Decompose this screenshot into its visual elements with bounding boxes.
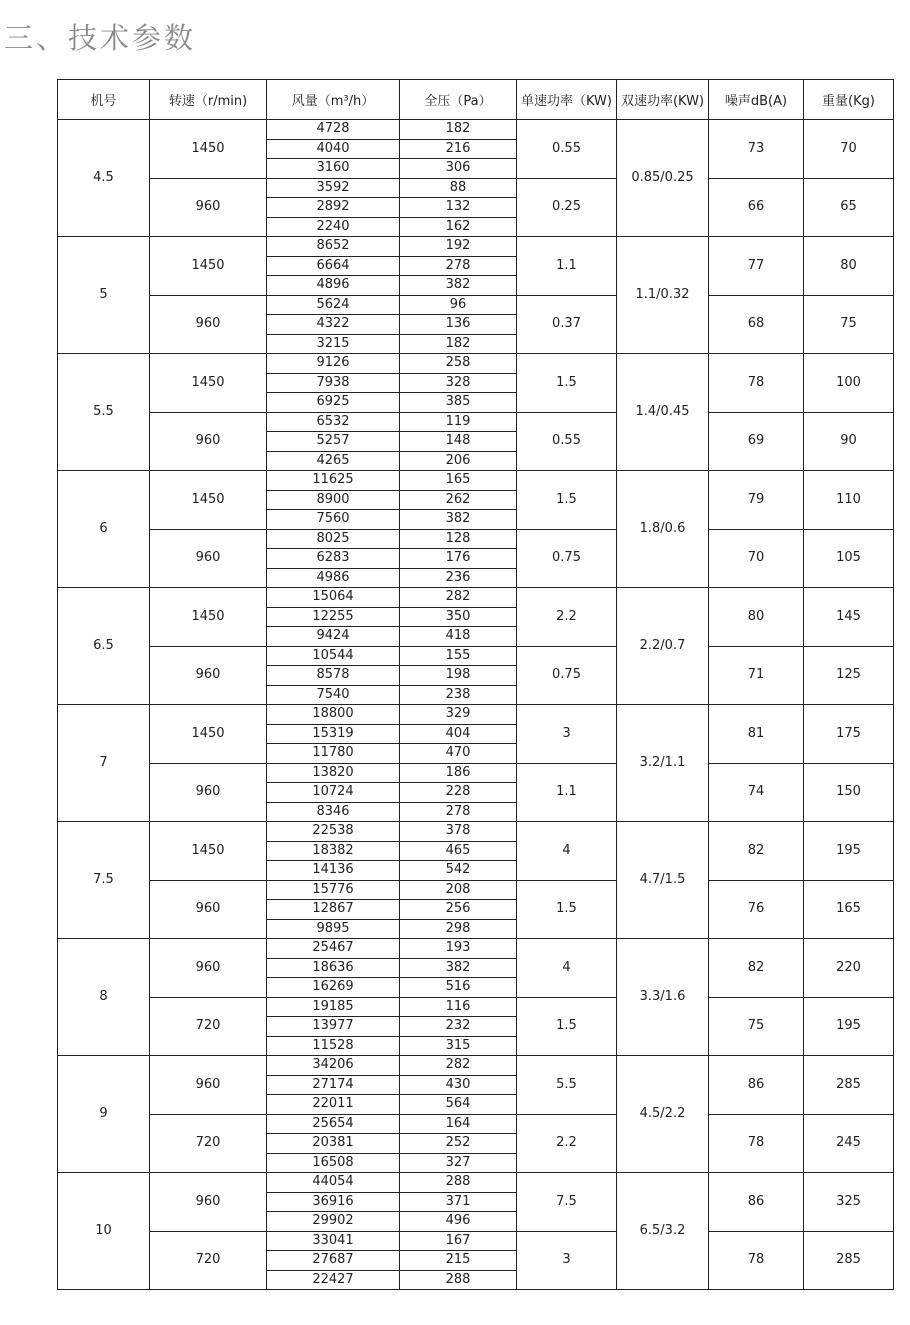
pressure-cell: 182 bbox=[400, 334, 517, 354]
pressure-cell: 252 bbox=[400, 1134, 517, 1154]
airflow-cell: 8025 bbox=[267, 529, 400, 549]
airflow-cell: 18636 bbox=[267, 958, 400, 978]
noise-cell: 75 bbox=[709, 997, 804, 1056]
table-row bbox=[58, 1173, 894, 1193]
pressure-cell: 148 bbox=[400, 432, 517, 452]
weight-cell: 150 bbox=[804, 763, 894, 822]
airflow-cell: 15064 bbox=[267, 588, 400, 608]
airflow-cell: 2892 bbox=[267, 198, 400, 218]
pressure-cell: 371 bbox=[400, 1192, 517, 1212]
single-power-cell: 5.5 bbox=[517, 1056, 617, 1115]
table-row bbox=[58, 237, 894, 257]
single-power-cell: 1.1 bbox=[517, 763, 617, 822]
airflow-cell: 11528 bbox=[267, 1036, 400, 1056]
pressure-cell: 216 bbox=[400, 139, 517, 159]
header-single-power: 单速功率（KW) bbox=[517, 80, 617, 120]
airflow-cell: 36916 bbox=[267, 1192, 400, 1212]
pressure-cell: 193 bbox=[400, 939, 517, 959]
pressure-cell: 192 bbox=[400, 237, 517, 257]
dual-power-cell: 2.2/0.7 bbox=[617, 588, 709, 705]
airflow-cell: 16269 bbox=[267, 978, 400, 998]
airflow-cell: 10724 bbox=[267, 783, 400, 803]
speed-cell: 1450 bbox=[150, 705, 267, 764]
noise-cell: 81 bbox=[709, 705, 804, 764]
noise-cell: 78 bbox=[709, 1231, 804, 1290]
pressure-cell: 282 bbox=[400, 1056, 517, 1076]
airflow-cell: 9424 bbox=[267, 627, 400, 647]
airflow-cell: 6283 bbox=[267, 549, 400, 569]
table-row bbox=[58, 120, 894, 140]
pressure-cell: 155 bbox=[400, 646, 517, 666]
airflow-cell: 18800 bbox=[267, 705, 400, 725]
noise-cell: 78 bbox=[709, 354, 804, 413]
pressure-cell: 128 bbox=[400, 529, 517, 549]
airflow-cell: 34206 bbox=[267, 1056, 400, 1076]
pressure-cell: 470 bbox=[400, 744, 517, 764]
pressure-cell: 418 bbox=[400, 627, 517, 647]
table-row bbox=[58, 1231, 894, 1251]
speed-cell: 960 bbox=[150, 939, 267, 998]
single-power-cell: 2.2 bbox=[517, 588, 617, 647]
pressure-cell: 404 bbox=[400, 724, 517, 744]
weight-cell: 125 bbox=[804, 646, 894, 705]
model-number-cell: 5 bbox=[58, 237, 150, 354]
pressure-cell: 258 bbox=[400, 354, 517, 374]
speed-cell: 720 bbox=[150, 1114, 267, 1173]
weight-cell: 75 bbox=[804, 295, 894, 354]
dual-power-cell: 1.4/0.45 bbox=[617, 354, 709, 471]
pressure-cell: 378 bbox=[400, 822, 517, 842]
dual-power-cell: 1.1/0.32 bbox=[617, 237, 709, 354]
pressure-cell: 176 bbox=[400, 549, 517, 569]
pressure-cell: 496 bbox=[400, 1212, 517, 1232]
airflow-cell: 25654 bbox=[267, 1114, 400, 1134]
pressure-cell: 382 bbox=[400, 958, 517, 978]
speed-cell: 960 bbox=[150, 412, 267, 471]
noise-cell: 80 bbox=[709, 588, 804, 647]
dual-power-cell: 0.85/0.25 bbox=[617, 120, 709, 237]
pressure-cell: 278 bbox=[400, 256, 517, 276]
weight-cell: 220 bbox=[804, 939, 894, 998]
speed-cell: 1450 bbox=[150, 471, 267, 530]
noise-cell: 82 bbox=[709, 939, 804, 998]
airflow-cell: 5257 bbox=[267, 432, 400, 452]
pressure-cell: 88 bbox=[400, 178, 517, 198]
airflow-cell: 27687 bbox=[267, 1251, 400, 1271]
speed-cell: 1450 bbox=[150, 354, 267, 413]
airflow-cell: 20381 bbox=[267, 1134, 400, 1154]
noise-cell: 74 bbox=[709, 763, 804, 822]
pressure-cell: 132 bbox=[400, 198, 517, 218]
single-power-cell: 2.2 bbox=[517, 1114, 617, 1173]
single-power-cell: 0.25 bbox=[517, 178, 617, 237]
single-power-cell: 0.75 bbox=[517, 529, 617, 588]
pressure-cell: 382 bbox=[400, 510, 517, 530]
table-row bbox=[58, 763, 894, 783]
table-row bbox=[58, 295, 894, 315]
airflow-cell: 4986 bbox=[267, 568, 400, 588]
airflow-cell: 11625 bbox=[267, 471, 400, 491]
header-model-no: 机号 bbox=[58, 80, 150, 120]
single-power-cell: 4 bbox=[517, 822, 617, 881]
pressure-cell: 167 bbox=[400, 1231, 517, 1251]
weight-cell: 175 bbox=[804, 705, 894, 764]
table-row bbox=[58, 646, 894, 666]
weight-cell: 90 bbox=[804, 412, 894, 471]
airflow-cell: 12867 bbox=[267, 900, 400, 920]
pressure-cell: 430 bbox=[400, 1075, 517, 1095]
header-pressure: 全压（Pa） bbox=[400, 80, 517, 120]
speed-cell: 1450 bbox=[150, 822, 267, 881]
pressure-cell: 306 bbox=[400, 159, 517, 179]
speed-cell: 960 bbox=[150, 763, 267, 822]
pressure-cell: 256 bbox=[400, 900, 517, 920]
pressure-cell: 282 bbox=[400, 588, 517, 608]
header-airflow: 风量（m³/h） bbox=[267, 80, 400, 120]
speed-cell: 960 bbox=[150, 1056, 267, 1115]
dual-power-cell: 4.5/2.2 bbox=[617, 1056, 709, 1173]
weight-cell: 145 bbox=[804, 588, 894, 647]
weight-cell: 165 bbox=[804, 880, 894, 939]
pressure-cell: 215 bbox=[400, 1251, 517, 1271]
table-row bbox=[58, 354, 894, 374]
model-number-cell: 4.5 bbox=[58, 120, 150, 237]
noise-cell: 82 bbox=[709, 822, 804, 881]
single-power-cell: 1.5 bbox=[517, 880, 617, 939]
weight-cell: 195 bbox=[804, 822, 894, 881]
single-power-cell: 1.5 bbox=[517, 997, 617, 1056]
weight-cell: 100 bbox=[804, 354, 894, 413]
noise-cell: 79 bbox=[709, 471, 804, 530]
pressure-cell: 262 bbox=[400, 490, 517, 510]
table-row bbox=[58, 588, 894, 608]
airflow-cell: 9895 bbox=[267, 919, 400, 939]
airflow-cell: 4265 bbox=[267, 451, 400, 471]
model-number-cell: 7 bbox=[58, 705, 150, 822]
dual-power-cell: 3.3/1.6 bbox=[617, 939, 709, 1056]
weight-cell: 80 bbox=[804, 237, 894, 296]
table-row bbox=[58, 529, 894, 549]
single-power-cell: 3 bbox=[517, 705, 617, 764]
pressure-cell: 465 bbox=[400, 841, 517, 861]
pressure-cell: 136 bbox=[400, 315, 517, 335]
pressure-cell: 329 bbox=[400, 705, 517, 725]
airflow-cell: 8346 bbox=[267, 802, 400, 822]
pressure-cell: 327 bbox=[400, 1153, 517, 1173]
airflow-cell: 16508 bbox=[267, 1153, 400, 1173]
airflow-cell: 14136 bbox=[267, 861, 400, 881]
speed-cell: 960 bbox=[150, 529, 267, 588]
airflow-cell: 6532 bbox=[267, 412, 400, 432]
spec-table bbox=[57, 79, 894, 1290]
airflow-cell: 10544 bbox=[267, 646, 400, 666]
noise-cell: 86 bbox=[709, 1056, 804, 1115]
airflow-cell: 15776 bbox=[267, 880, 400, 900]
speed-cell: 960 bbox=[150, 295, 267, 354]
header-noise: 噪声dB(A) bbox=[709, 80, 804, 120]
noise-cell: 66 bbox=[709, 178, 804, 237]
table-row bbox=[58, 880, 894, 900]
model-number-cell: 6 bbox=[58, 471, 150, 588]
airflow-cell: 22538 bbox=[267, 822, 400, 842]
airflow-cell: 8900 bbox=[267, 490, 400, 510]
weight-cell: 285 bbox=[804, 1231, 894, 1290]
airflow-cell: 44054 bbox=[267, 1173, 400, 1193]
airflow-cell: 4896 bbox=[267, 276, 400, 296]
pressure-cell: 228 bbox=[400, 783, 517, 803]
speed-cell: 1450 bbox=[150, 120, 267, 179]
pressure-cell: 116 bbox=[400, 997, 517, 1017]
noise-cell: 86 bbox=[709, 1173, 804, 1232]
pressure-cell: 238 bbox=[400, 685, 517, 705]
airflow-cell: 4322 bbox=[267, 315, 400, 335]
table-row bbox=[58, 1114, 894, 1134]
pressure-cell: 564 bbox=[400, 1095, 517, 1115]
weight-cell: 105 bbox=[804, 529, 894, 588]
pressure-cell: 198 bbox=[400, 666, 517, 686]
airflow-cell: 19185 bbox=[267, 997, 400, 1017]
airflow-cell: 15319 bbox=[267, 724, 400, 744]
dual-power-cell: 1.8/0.6 bbox=[617, 471, 709, 588]
airflow-cell: 4728 bbox=[267, 120, 400, 140]
airflow-cell: 13820 bbox=[267, 763, 400, 783]
speed-cell: 960 bbox=[150, 880, 267, 939]
airflow-cell: 4040 bbox=[267, 139, 400, 159]
model-number-cell: 5.5 bbox=[58, 354, 150, 471]
model-number-cell: 8 bbox=[58, 939, 150, 1056]
weight-cell: 195 bbox=[804, 997, 894, 1056]
airflow-cell: 3215 bbox=[267, 334, 400, 354]
table-row bbox=[58, 705, 894, 725]
airflow-cell: 7540 bbox=[267, 685, 400, 705]
airflow-cell: 9126 bbox=[267, 354, 400, 374]
pressure-cell: 206 bbox=[400, 451, 517, 471]
pressure-cell: 164 bbox=[400, 1114, 517, 1134]
single-power-cell: 7.5 bbox=[517, 1173, 617, 1232]
table-row bbox=[58, 178, 894, 198]
dual-power-cell: 6.5/3.2 bbox=[617, 1173, 709, 1290]
airflow-cell: 7938 bbox=[267, 373, 400, 393]
model-number-cell: 7.5 bbox=[58, 822, 150, 939]
header-row bbox=[58, 80, 894, 120]
header-speed: 转速（r/min) bbox=[150, 80, 267, 120]
dual-power-cell: 4.7/1.5 bbox=[617, 822, 709, 939]
airflow-cell: 3592 bbox=[267, 178, 400, 198]
table-row bbox=[58, 939, 894, 959]
airflow-cell: 18382 bbox=[267, 841, 400, 861]
weight-cell: 110 bbox=[804, 471, 894, 530]
pressure-cell: 182 bbox=[400, 120, 517, 140]
noise-cell: 70 bbox=[709, 529, 804, 588]
airflow-cell: 11780 bbox=[267, 744, 400, 764]
airflow-cell: 25467 bbox=[267, 939, 400, 959]
airflow-cell: 7560 bbox=[267, 510, 400, 530]
airflow-cell: 3160 bbox=[267, 159, 400, 179]
weight-cell: 285 bbox=[804, 1056, 894, 1115]
airflow-cell: 13977 bbox=[267, 1017, 400, 1037]
spec-table-body bbox=[58, 120, 894, 1290]
header-dual-power: 双速功率(KW) bbox=[617, 80, 709, 120]
pressure-cell: 208 bbox=[400, 880, 517, 900]
speed-cell: 1450 bbox=[150, 588, 267, 647]
pressure-cell: 186 bbox=[400, 763, 517, 783]
airflow-cell: 6664 bbox=[267, 256, 400, 276]
table-row bbox=[58, 412, 894, 432]
noise-cell: 69 bbox=[709, 412, 804, 471]
table-row bbox=[58, 471, 894, 491]
single-power-cell: 0.55 bbox=[517, 412, 617, 471]
airflow-cell: 22427 bbox=[267, 1270, 400, 1290]
pressure-cell: 298 bbox=[400, 919, 517, 939]
single-power-cell: 3 bbox=[517, 1231, 617, 1290]
pressure-cell: 542 bbox=[400, 861, 517, 881]
pressure-cell: 288 bbox=[400, 1270, 517, 1290]
single-power-cell: 1.5 bbox=[517, 354, 617, 413]
pressure-cell: 162 bbox=[400, 217, 517, 237]
table-row bbox=[58, 1056, 894, 1076]
noise-cell: 73 bbox=[709, 120, 804, 179]
airflow-cell: 33041 bbox=[267, 1231, 400, 1251]
speed-cell: 960 bbox=[150, 178, 267, 237]
table-row bbox=[58, 997, 894, 1017]
speed-cell: 720 bbox=[150, 997, 267, 1056]
speed-cell: 960 bbox=[150, 1173, 267, 1232]
pressure-cell: 119 bbox=[400, 412, 517, 432]
section-title: 三、技术参数 bbox=[4, 21, 197, 55]
speed-cell: 960 bbox=[150, 646, 267, 705]
single-power-cell: 0.75 bbox=[517, 646, 617, 705]
pressure-cell: 236 bbox=[400, 568, 517, 588]
model-number-cell: 9 bbox=[58, 1056, 150, 1173]
header-weight: 重量(Kg) bbox=[804, 80, 894, 120]
pressure-cell: 96 bbox=[400, 295, 517, 315]
speed-cell: 1450 bbox=[150, 237, 267, 296]
model-number-cell: 6.5 bbox=[58, 588, 150, 705]
single-power-cell: 1.5 bbox=[517, 471, 617, 530]
single-power-cell: 4 bbox=[517, 939, 617, 998]
pressure-cell: 385 bbox=[400, 393, 517, 413]
airflow-cell: 27174 bbox=[267, 1075, 400, 1095]
pressure-cell: 288 bbox=[400, 1173, 517, 1193]
speed-cell: 720 bbox=[150, 1231, 267, 1290]
table-row bbox=[58, 822, 894, 842]
airflow-cell: 8652 bbox=[267, 237, 400, 257]
weight-cell: 245 bbox=[804, 1114, 894, 1173]
airflow-cell: 12255 bbox=[267, 607, 400, 627]
noise-cell: 77 bbox=[709, 237, 804, 296]
noise-cell: 71 bbox=[709, 646, 804, 705]
noise-cell: 76 bbox=[709, 880, 804, 939]
single-power-cell: 0.55 bbox=[517, 120, 617, 179]
airflow-cell: 6925 bbox=[267, 393, 400, 413]
weight-cell: 70 bbox=[804, 120, 894, 179]
pressure-cell: 328 bbox=[400, 373, 517, 393]
pressure-cell: 315 bbox=[400, 1036, 517, 1056]
pressure-cell: 165 bbox=[400, 471, 517, 491]
model-number-cell: 10 bbox=[58, 1173, 150, 1290]
pressure-cell: 382 bbox=[400, 276, 517, 296]
dual-power-cell: 3.2/1.1 bbox=[617, 705, 709, 822]
airflow-cell: 8578 bbox=[267, 666, 400, 686]
pressure-cell: 232 bbox=[400, 1017, 517, 1037]
pressure-cell: 350 bbox=[400, 607, 517, 627]
pressure-cell: 278 bbox=[400, 802, 517, 822]
airflow-cell: 2240 bbox=[267, 217, 400, 237]
airflow-cell: 29902 bbox=[267, 1212, 400, 1232]
airflow-cell: 5624 bbox=[267, 295, 400, 315]
weight-cell: 65 bbox=[804, 178, 894, 237]
airflow-cell: 22011 bbox=[267, 1095, 400, 1115]
pressure-cell: 516 bbox=[400, 978, 517, 998]
noise-cell: 68 bbox=[709, 295, 804, 354]
single-power-cell: 0.37 bbox=[517, 295, 617, 354]
weight-cell: 325 bbox=[804, 1173, 894, 1232]
noise-cell: 78 bbox=[709, 1114, 804, 1173]
single-power-cell: 1.1 bbox=[517, 237, 617, 296]
